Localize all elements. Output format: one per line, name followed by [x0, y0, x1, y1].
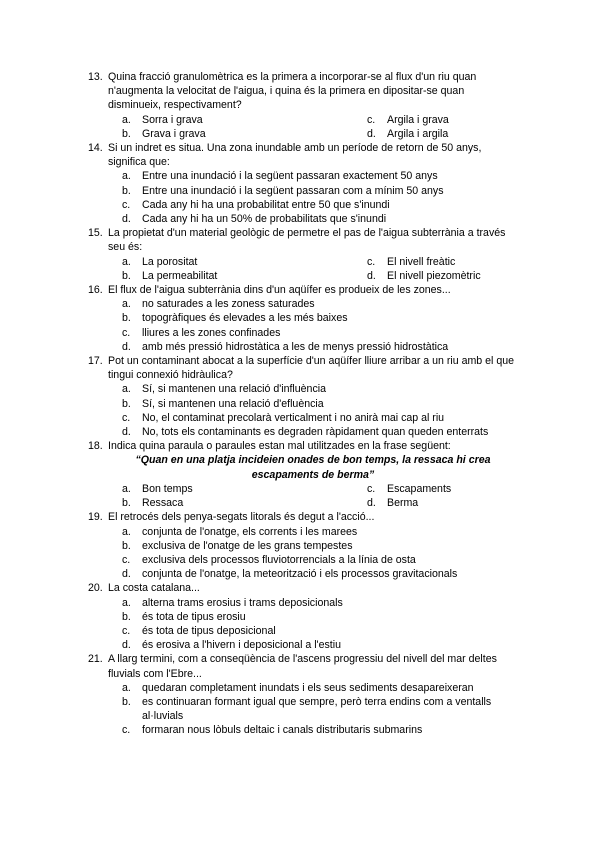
exam-page	[88, 70, 518, 738]
option-text: exclusiva dels processos fluviotorrencials a la línia de osta	[142, 553, 416, 566]
option-b	[122, 610, 518, 624]
option-letter: b.	[122, 610, 131, 623]
option-letter: a.	[122, 383, 131, 396]
question-stem	[88, 283, 518, 297]
option-text: Entre una inundació i la següent passaran exactement 50 anys	[142, 170, 438, 183]
option-letter: b.	[122, 269, 131, 282]
question-number: 15.	[88, 227, 103, 240]
option-a	[122, 596, 518, 610]
options-list	[122, 297, 518, 354]
option-letter: a.	[122, 113, 131, 126]
question-stem	[88, 652, 518, 680]
option-letter: c.	[367, 482, 376, 495]
option-c	[367, 482, 518, 496]
options-list	[122, 382, 518, 439]
option-letter: c.	[367, 255, 376, 268]
option-letter: a.	[122, 681, 131, 694]
question-stem	[88, 510, 518, 524]
option-letter: d.	[367, 269, 376, 282]
question-text: Pot un contaminant abocat a la superfície d'un aqüífer lliure arribar a un riu amb el que tingui connexió hidràulica?	[108, 355, 515, 382]
option-text: conjunta de l'onatge, la meteorització i els processos gravitacionals	[142, 568, 458, 581]
option-text: Grava i grava	[142, 127, 206, 140]
option-letter: b.	[122, 127, 131, 140]
option-d	[122, 567, 518, 581]
question-15	[88, 226, 518, 283]
option-text: No, tots els contaminants es degraden ràpidament quan queden enterrats	[142, 426, 489, 439]
option-letter: b.	[122, 497, 131, 510]
option-text: Cada any hi ha un 50% de probabilitats que s'inundi	[142, 213, 387, 226]
option-b	[122, 127, 367, 141]
options-list	[122, 169, 518, 226]
option-text: quedaran completament inundats i els seus sediments desapareixeran	[142, 681, 474, 694]
option-b	[122, 311, 518, 325]
question-17	[88, 354, 518, 439]
question-text: El flux de l'aigua subterrània dins d'un aqüífer es produeix de les zones...	[108, 284, 451, 297]
option-c	[122, 723, 518, 737]
option-letter: d.	[122, 426, 131, 439]
option-letter: c.	[122, 411, 131, 424]
question-18	[88, 439, 518, 510]
option-text: Sí, si mantenen una relació d'influència	[142, 383, 326, 396]
option-b	[122, 539, 518, 553]
question-number: 13.	[88, 71, 103, 83]
question-text: A llarg termini, com a conseqüència de l'ascens progressiu del nivell del mar deltes fluvials com l'Ebre...	[108, 653, 497, 680]
option-text: és tota de tipus deposicional	[142, 624, 276, 637]
option-letter: a.	[122, 525, 131, 538]
option-letter: c.	[367, 113, 376, 126]
option-letter: c.	[122, 724, 131, 737]
option-text: Argila i argila	[387, 127, 449, 140]
option-c	[367, 113, 518, 127]
question-19	[88, 510, 518, 581]
question-text: La costa catalana...	[108, 582, 200, 595]
question-text: Si un indret es situa. Una zona inundable amb un període de retorn de 50 anys, significa que:	[108, 142, 482, 169]
options-list	[122, 681, 518, 738]
option-letter: d.	[122, 568, 131, 581]
option-letter: c.	[122, 326, 131, 339]
question-number: 17.	[88, 355, 103, 368]
option-a	[122, 525, 518, 539]
option-a	[122, 113, 367, 127]
option-c	[122, 624, 518, 638]
question-number: 19.	[88, 511, 103, 524]
option-c	[122, 326, 518, 340]
question-number: 21.	[88, 653, 103, 666]
question-text: La propietat d'un material geològic de permetre el pas de l'aigua subterrània a través seu és:	[108, 227, 506, 254]
options-list	[122, 525, 518, 582]
option-text: Berma	[387, 497, 419, 510]
option-text: Escapaments	[387, 482, 452, 495]
option-text: El nivell piezomètric	[387, 269, 481, 282]
option-letter: a.	[122, 255, 131, 268]
option-letter: d.	[122, 340, 131, 353]
options-list	[122, 482, 518, 510]
option-letter: c.	[122, 198, 131, 211]
question-stem	[88, 581, 518, 595]
option-text: No, el contaminat precolarà verticalment i no anirà mai cap al riu	[142, 411, 445, 424]
question-number: 16.	[88, 284, 103, 297]
option-c	[122, 411, 518, 425]
option-text: Argila i grava	[387, 113, 449, 126]
option-text: La permeabilitat	[142, 269, 218, 282]
option-letter: d.	[367, 497, 376, 510]
option-text: amb més pressió hidrostàtica a les de menys pressió hidrostàtica	[142, 340, 449, 353]
option-text: El nivell freàtic	[387, 255, 456, 268]
question-20	[88, 581, 518, 652]
question-text: El retrocés dels penya-segats litorals és degut a l'acció...	[108, 511, 375, 524]
option-text: Entre una inundació i la següent passaran com a mínim 50 anys	[142, 184, 444, 197]
option-letter: c.	[122, 624, 131, 637]
option-text: lliures a les zones confinades	[142, 326, 281, 339]
option-d	[367, 496, 518, 510]
option-letter: d.	[122, 213, 131, 226]
option-text: conjunta de l'onatge, els corrents i les marees	[142, 525, 358, 538]
option-d	[122, 425, 518, 439]
option-text: Sorra i grava	[142, 113, 203, 126]
option-letter: d.	[122, 639, 131, 652]
option-d	[122, 638, 518, 652]
question-stem	[88, 141, 518, 169]
option-b	[122, 269, 367, 283]
option-letter: b.	[122, 184, 131, 197]
question-number: 20.	[88, 582, 103, 595]
option-b	[122, 397, 518, 411]
option-b	[122, 496, 367, 510]
options-list	[122, 596, 518, 653]
question-stem	[88, 439, 518, 453]
options-list	[122, 113, 518, 141]
question-text: Indica quina paraula o paraules estan mal utilitzades en la frase següent:	[108, 440, 451, 453]
option-c	[122, 553, 518, 567]
option-text: no saturades a les zoness saturades	[142, 298, 315, 311]
option-text: La porositat	[142, 255, 198, 268]
option-letter: a.	[122, 482, 131, 495]
option-d	[122, 340, 518, 354]
option-b	[122, 695, 518, 723]
option-letter: a.	[122, 596, 131, 609]
option-c	[367, 255, 518, 269]
question-stem	[88, 354, 518, 382]
option-c	[122, 198, 518, 212]
question-16	[88, 283, 518, 354]
option-letter: b.	[122, 312, 131, 325]
option-a	[122, 255, 367, 269]
quoted-sentence: “Quan en una platja incideien onades de bon temps, la ressaca hi crea escapaments de berma”	[135, 454, 491, 481]
option-letter: d.	[367, 127, 376, 140]
options-list	[122, 255, 518, 283]
option-text: exclusiva de l'onatge de les grans tempestes	[142, 539, 353, 552]
question-14	[88, 141, 518, 226]
option-letter: a.	[122, 170, 131, 183]
option-letter: b.	[122, 397, 131, 410]
option-letter: c.	[122, 553, 131, 566]
option-text: és tota de tipus erosiu	[142, 610, 246, 623]
option-d	[367, 127, 518, 141]
question-21	[88, 652, 518, 737]
option-a	[122, 681, 518, 695]
option-d	[367, 269, 518, 283]
question-stem	[88, 226, 518, 254]
option-letter: b.	[122, 539, 131, 552]
option-a	[122, 482, 367, 496]
option-text: es continuaran formant igual que sempre, però terra endins com a ventalls al·luvials	[142, 695, 492, 723]
option-text: formaran nous lòbuls deltaic i canals distributaris submarins	[142, 724, 423, 737]
question-number: 14.	[88, 142, 103, 155]
question-stem	[88, 70, 518, 113]
option-text: alterna trams erosius i trams deposicionals	[142, 596, 343, 609]
option-text: Ressaca	[142, 497, 184, 510]
option-a	[122, 382, 518, 396]
question-number: 18.	[88, 440, 103, 453]
option-text: Bon temps	[142, 482, 193, 495]
option-d	[122, 212, 518, 226]
question-text: Quina fracció granulomètrica es la primera a incorporar-se al flux d'un riu quan n'augmenta la velocitat de l'aigua, i quina és la primera en dipositar-se quan disminueix, respectivament?	[108, 71, 477, 112]
option-text: és erosiva a l'hivern i deposicional a l'estiu	[142, 639, 341, 652]
option-letter: a.	[122, 298, 131, 311]
question-13	[88, 70, 518, 141]
option-text: topogràfiques és elevades a les més baixes	[142, 312, 348, 325]
option-a	[122, 297, 518, 311]
option-text: Sí, si mantenen una relació d'efluència	[142, 397, 324, 410]
option-text: Cada any hi ha una probabilitat entre 50 que s'inundi	[142, 198, 390, 211]
option-letter: b.	[122, 695, 131, 708]
option-b	[122, 184, 518, 198]
option-a	[122, 169, 518, 183]
